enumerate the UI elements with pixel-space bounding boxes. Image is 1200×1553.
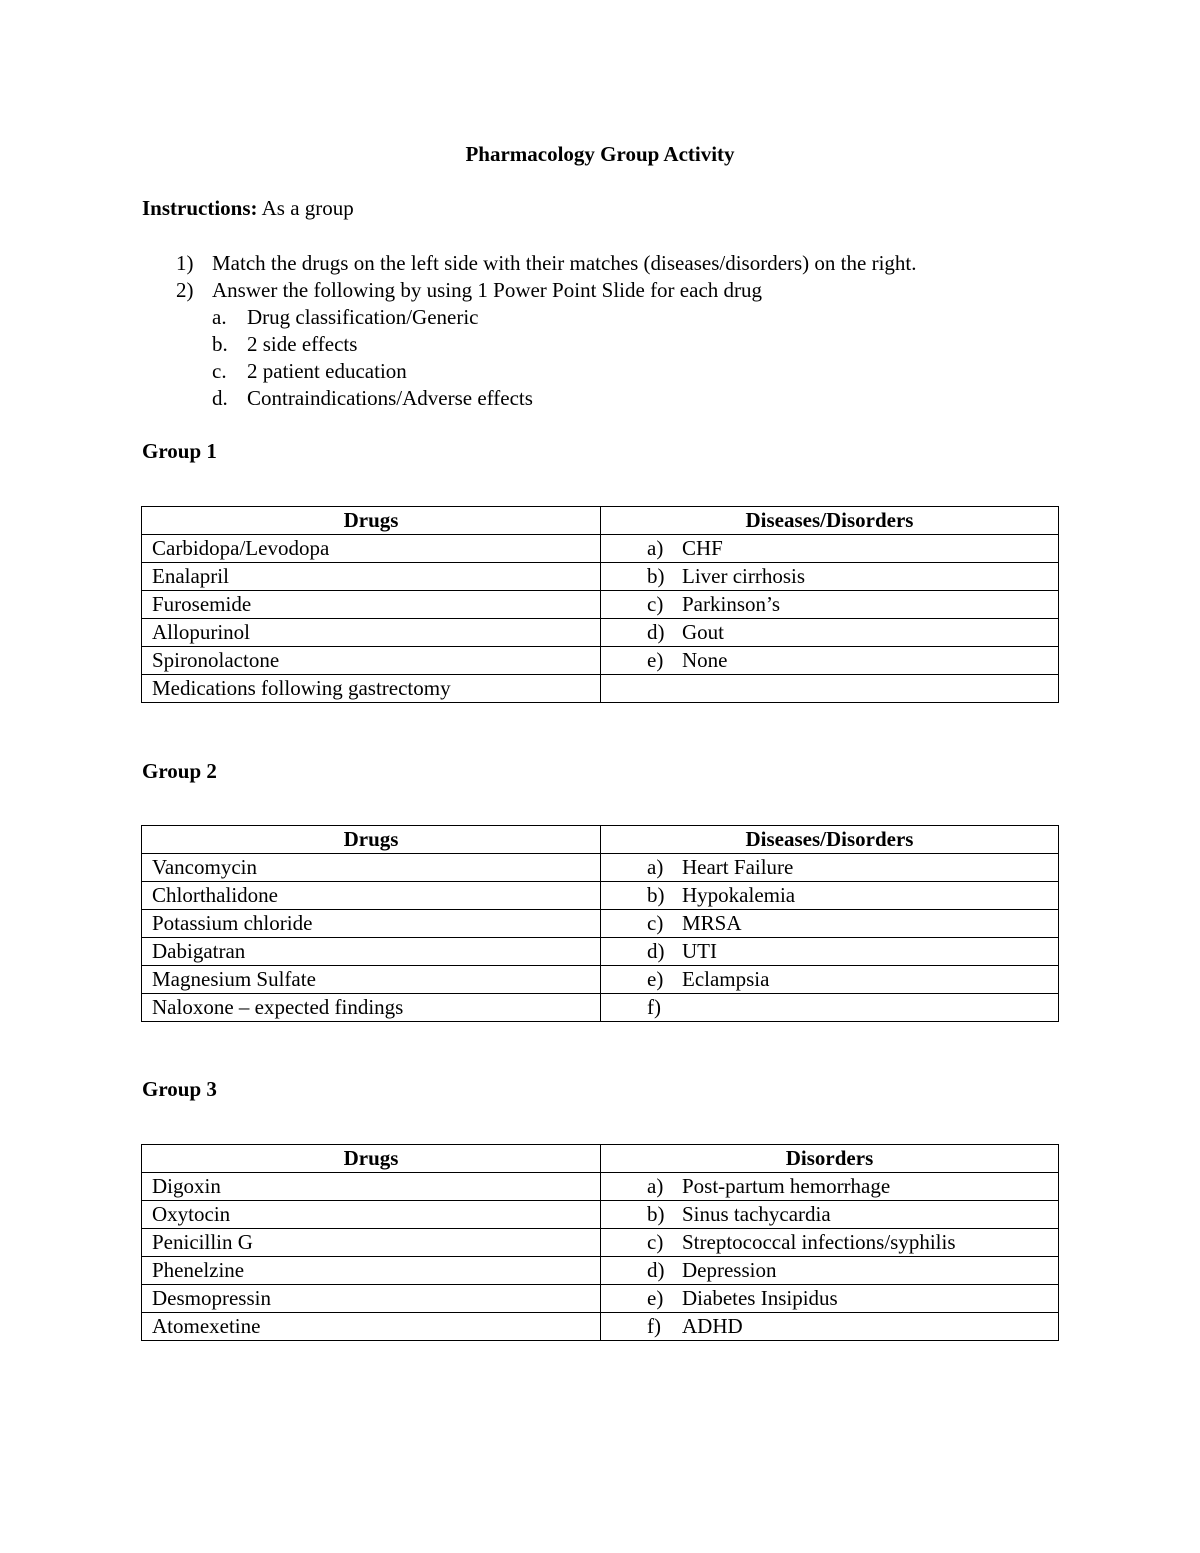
drug-cell: Dabigatran — [142, 938, 601, 966]
disorder-text: Sinus tachycardia — [682, 1202, 831, 1226]
disorder-cell — [601, 1257, 1059, 1285]
disorder-text: Liver cirrhosis — [682, 564, 806, 588]
group-2-heading: Group 2 — [142, 759, 217, 783]
drug-cell: Furosemide — [142, 591, 601, 619]
disorder-cell — [601, 994, 1059, 1022]
column-header-disorders: Diseases/Disorders — [601, 826, 1059, 854]
substep-text: Drug classification/Generic — [247, 305, 479, 329]
disorder-text: Post-partum hemorrhage — [682, 1174, 891, 1198]
disorder-letter: b) — [647, 564, 665, 588]
table-row — [142, 1313, 1059, 1341]
disorder-cell — [601, 619, 1059, 647]
step-number: 2) — [176, 278, 194, 302]
disorder-letter: c) — [647, 592, 664, 616]
disorder-cell — [601, 675, 1059, 703]
disorder-text: Eclampsia — [682, 967, 770, 991]
disorder-letter: b) — [647, 1202, 665, 1226]
disorder-text: Depression — [682, 1258, 777, 1282]
substep-text: Contraindications/Adverse effects — [247, 386, 533, 410]
disorder-letter: a) — [647, 1174, 664, 1198]
disorder-cell — [601, 1313, 1059, 1341]
disorder-cell — [601, 910, 1059, 938]
disorder-text: ADHD — [682, 1314, 743, 1338]
disorder-letter: f) — [647, 995, 661, 1019]
drug-cell: Magnesium Sulfate — [142, 966, 601, 994]
table-row — [142, 1173, 1059, 1201]
substep-letter: d. — [212, 386, 228, 410]
disorder-cell — [601, 938, 1059, 966]
drug-cell: Enalapril — [142, 563, 601, 591]
group-1-table — [141, 506, 1059, 703]
step-text: Match the drugs on the left side with their matches (diseases/disorders) on the right. — [212, 251, 917, 275]
disorder-cell — [601, 1285, 1059, 1313]
instructions-label: Instructions: — [142, 196, 258, 220]
disorder-text: Hypokalemia — [682, 883, 796, 907]
table-row — [142, 1201, 1059, 1229]
substep-letter: c. — [212, 359, 227, 383]
disorder-letter: a) — [647, 536, 664, 560]
group-2-table — [141, 825, 1059, 1022]
disorder-text: Diabetes Insipidus — [682, 1286, 838, 1310]
disorder-cell — [601, 854, 1059, 882]
disorder-text: CHF — [682, 536, 723, 560]
step-2 — [176, 277, 917, 304]
table-header-row — [142, 1145, 1059, 1173]
drug-cell: Penicillin G — [142, 1229, 601, 1257]
disorder-letter: b) — [647, 883, 665, 907]
step-text: Answer the following by using 1 Power Point Slide for each drug — [212, 278, 763, 302]
drug-cell: Spironolactone — [142, 647, 601, 675]
table-row — [142, 882, 1059, 910]
disorder-text: Heart Failure — [682, 855, 794, 879]
drug-cell: Medications following gastrectomy — [142, 675, 601, 703]
step-2-substeps — [176, 304, 917, 412]
step-1 — [176, 250, 917, 277]
disorder-letter: c) — [647, 911, 664, 935]
table-row — [142, 854, 1059, 882]
table-row — [142, 1229, 1059, 1257]
drug-cell: Oxytocin — [142, 1201, 601, 1229]
drug-cell: Naloxone – expected findings — [142, 994, 601, 1022]
table-row — [142, 994, 1059, 1022]
substep-text: 2 patient education — [247, 359, 407, 383]
drug-cell: Allopurinol — [142, 619, 601, 647]
substep-c — [212, 358, 917, 385]
table-row — [142, 591, 1059, 619]
table-header-row — [142, 507, 1059, 535]
disorder-text: MRSA — [682, 911, 742, 935]
disorder-text: Streptococcal infections/syphilis — [682, 1230, 956, 1254]
disorder-letter: a) — [647, 855, 664, 879]
table-row — [142, 966, 1059, 994]
disorder-letter: d) — [647, 620, 665, 644]
disorder-letter: c) — [647, 1230, 664, 1254]
group-3-table — [141, 1144, 1059, 1341]
drug-cell: Carbidopa/Levodopa — [142, 535, 601, 563]
disorder-letter: f) — [647, 1314, 661, 1338]
disorder-letter: e) — [647, 967, 664, 991]
substep-d — [212, 385, 917, 412]
table-header-row — [142, 826, 1059, 854]
substep-a — [212, 304, 917, 331]
substep-letter: b. — [212, 332, 228, 356]
table-row — [142, 647, 1059, 675]
disorder-cell — [601, 1229, 1059, 1257]
table-row — [142, 619, 1059, 647]
disorder-cell — [601, 966, 1059, 994]
table-row — [142, 938, 1059, 966]
column-header-disorders: Diseases/Disorders — [601, 507, 1059, 535]
column-header-drugs: Drugs — [142, 507, 601, 535]
table-row — [142, 1285, 1059, 1313]
drug-cell: Phenelzine — [142, 1257, 601, 1285]
page-title: Pharmacology Group Activity — [465, 142, 735, 166]
drug-cell: Potassium chloride — [142, 910, 601, 938]
disorder-text: UTI — [682, 939, 717, 963]
group-3-heading: Group 3 — [142, 1077, 217, 1101]
disorder-text: Gout — [682, 620, 724, 644]
disorder-cell — [601, 647, 1059, 675]
substep-b — [212, 331, 917, 358]
substep-letter: a. — [212, 305, 227, 329]
table-row — [142, 535, 1059, 563]
drug-cell: Vancomycin — [142, 854, 601, 882]
disorder-text: None — [682, 648, 728, 672]
disorder-text: Parkinson’s — [682, 592, 781, 616]
drug-cell: Digoxin — [142, 1173, 601, 1201]
disorder-cell — [601, 535, 1059, 563]
disorder-cell — [601, 1173, 1059, 1201]
disorder-letter: d) — [647, 939, 665, 963]
substep-text: 2 side effects — [247, 332, 358, 356]
disorder-letter: d) — [647, 1258, 665, 1282]
disorder-cell — [601, 1201, 1059, 1229]
disorder-cell — [601, 563, 1059, 591]
instruction-steps — [176, 250, 917, 412]
column-header-drugs: Drugs — [142, 1145, 601, 1173]
step-number: 1) — [176, 251, 194, 275]
column-header-disorders: Disorders — [601, 1145, 1059, 1173]
instructions-text: As a group — [261, 196, 354, 220]
group-1-heading: Group 1 — [142, 439, 217, 463]
column-header-drugs: Drugs — [142, 826, 601, 854]
instructions-line — [142, 196, 354, 221]
disorder-letter: e) — [647, 648, 664, 672]
drug-cell: Desmopressin — [142, 1285, 601, 1313]
table-row — [142, 910, 1059, 938]
drug-cell: Chlorthalidone — [142, 882, 601, 910]
disorder-letter: e) — [647, 1286, 664, 1310]
drug-cell: Atomexetine — [142, 1313, 601, 1341]
table-row — [142, 675, 1059, 703]
table-row — [142, 563, 1059, 591]
disorder-cell — [601, 882, 1059, 910]
disorder-cell — [601, 591, 1059, 619]
table-row — [142, 1257, 1059, 1285]
